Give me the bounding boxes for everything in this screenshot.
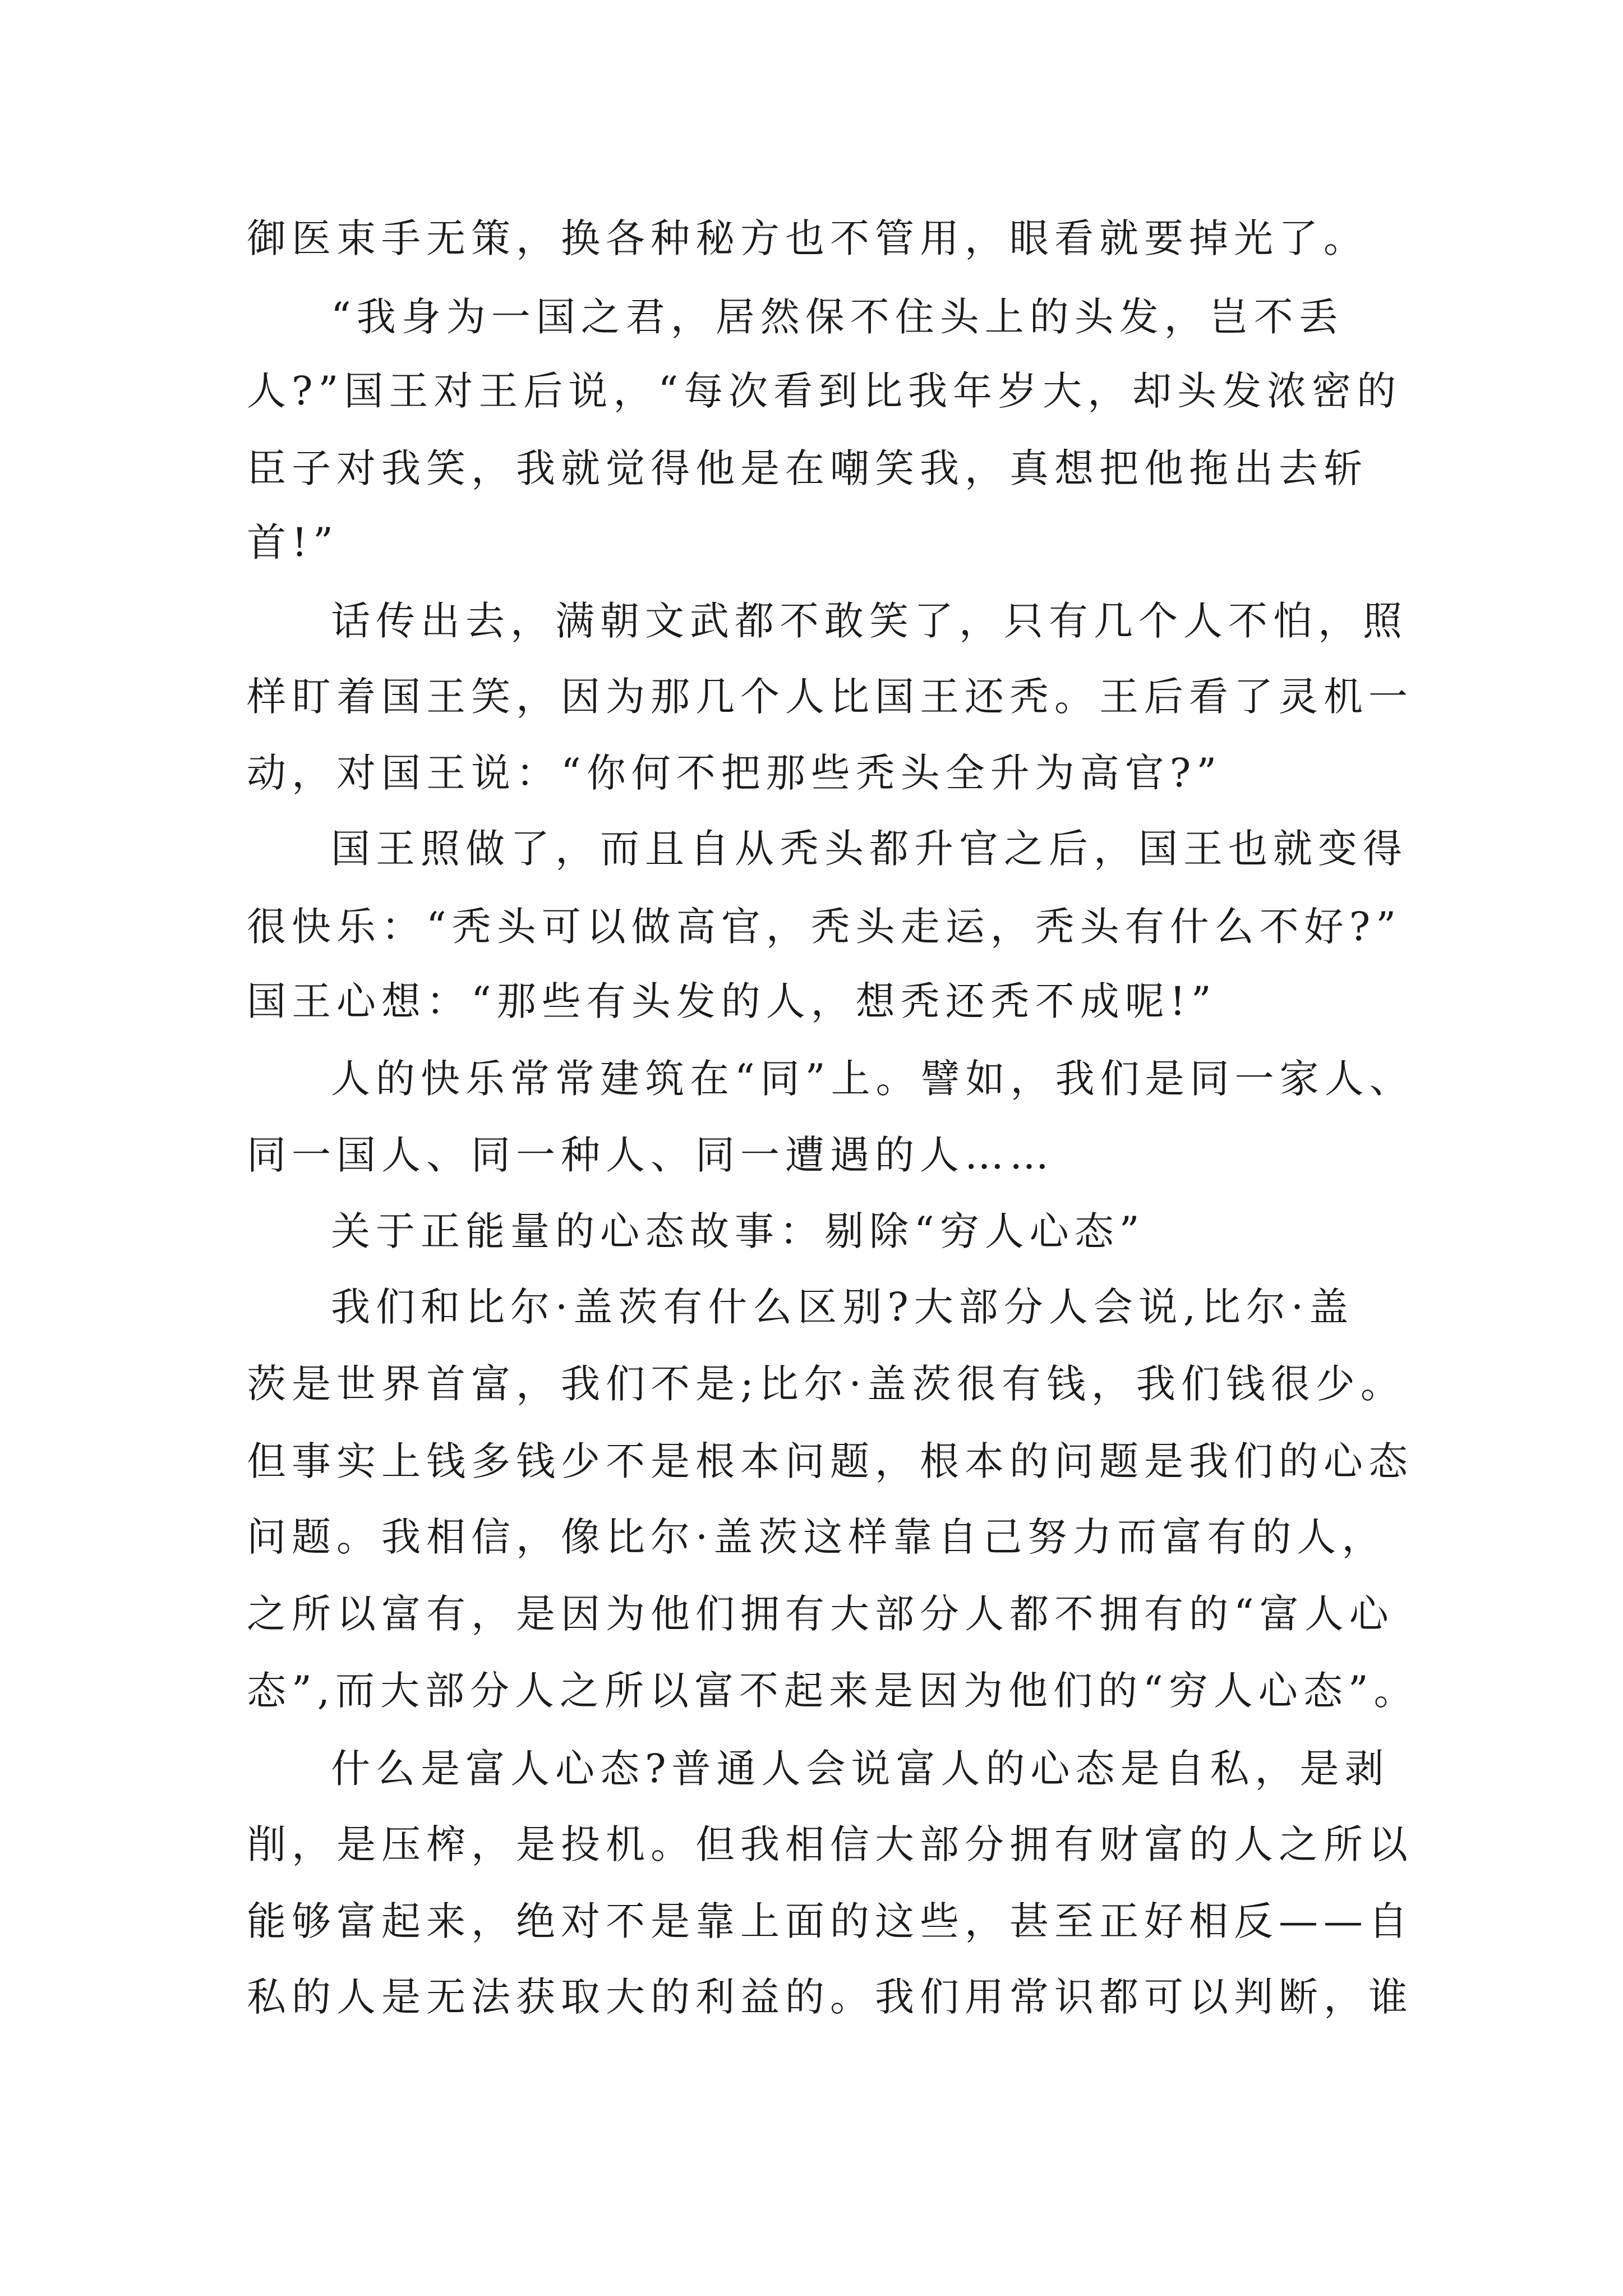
text-line: 臣子对我笑，我就觉得他是在嘲笑我，真想把他拖出去斩 bbox=[247, 445, 1368, 491]
text-line: 问题。我相信，像比尔·盖茨这样靠自己努力而富有的人， bbox=[247, 1514, 1387, 1560]
text-line: 动，对国王说：“你何不把那些秃头全升为高官?” bbox=[247, 750, 1223, 796]
text-line: 国王心想：“那些有头发的人，想秃还秃不成呢!” bbox=[247, 978, 1217, 1024]
text-line: 话传出去，满朝文武都不敢笑了，只有几个人不怕，照 bbox=[331, 598, 1408, 644]
text-line: 国王照做了，而且自从秃头都升官之后，国王也就变得 bbox=[331, 826, 1408, 872]
text-line: 私的人是无法获取大的利益的。我们用常识都可以判断，谁 bbox=[247, 1974, 1413, 2020]
text-line: 同一国人、同一种人、同一遭遇的人…… bbox=[247, 1132, 1054, 1178]
section-heading: 关于正能量的心态故事：剔除“穷人心态” bbox=[331, 1208, 1145, 1254]
text-line: 态”,而大部分人之所以富不起来是因为他们的“穷人心态”。 bbox=[247, 1668, 1419, 1714]
text-line: 样盯着国王笑，因为那几个人比国王还秃。王后看了灵机一 bbox=[247, 674, 1413, 720]
text-line: 人的快乐常常建筑在“同”上。譬如，我们是同一家人、 bbox=[331, 1056, 1414, 1102]
text-line: 削，是压榨，是投机。但我相信大部分拥有财富的人之所以 bbox=[247, 1821, 1413, 1867]
text-line: 人?”国王对王后说，“每次看到比我年岁大，却头发浓密的 bbox=[247, 368, 1402, 414]
text-line: 之所以富有，是因为他们拥有大部分人都不拥有的“富人心 bbox=[247, 1591, 1394, 1637]
text-line: 我们和比尔·盖茨有什么区别?大部分人会说,比尔·盖 bbox=[331, 1284, 1354, 1330]
text-line: 什么是富人心态?普通人会说富人的心态是自私，是剥 bbox=[331, 1746, 1390, 1792]
text-line: “我身为一国之君，居然保不住头上的头发，岂不丢 bbox=[331, 294, 1344, 340]
text-line: 御医束手无策，换各种秘方也不管用，眼看就要掉光了。 bbox=[247, 215, 1368, 261]
text-line: 但事实上钱多钱少不是根本问题，根本的问题是我们的心态 bbox=[247, 1438, 1413, 1484]
text-line: 很快乐：“秃头可以做高官，秃头走运，秃头有什么不好?” bbox=[247, 904, 1402, 950]
text-line: 首!” bbox=[247, 519, 339, 565]
text-line: 茨是世界首富，我们不是;比尔·盖茨很有钱，我们钱很少。 bbox=[247, 1361, 1405, 1407]
text-line: 能够富起来，绝对不是靠上面的这些，甚至正好相反——自 bbox=[247, 1898, 1413, 1944]
